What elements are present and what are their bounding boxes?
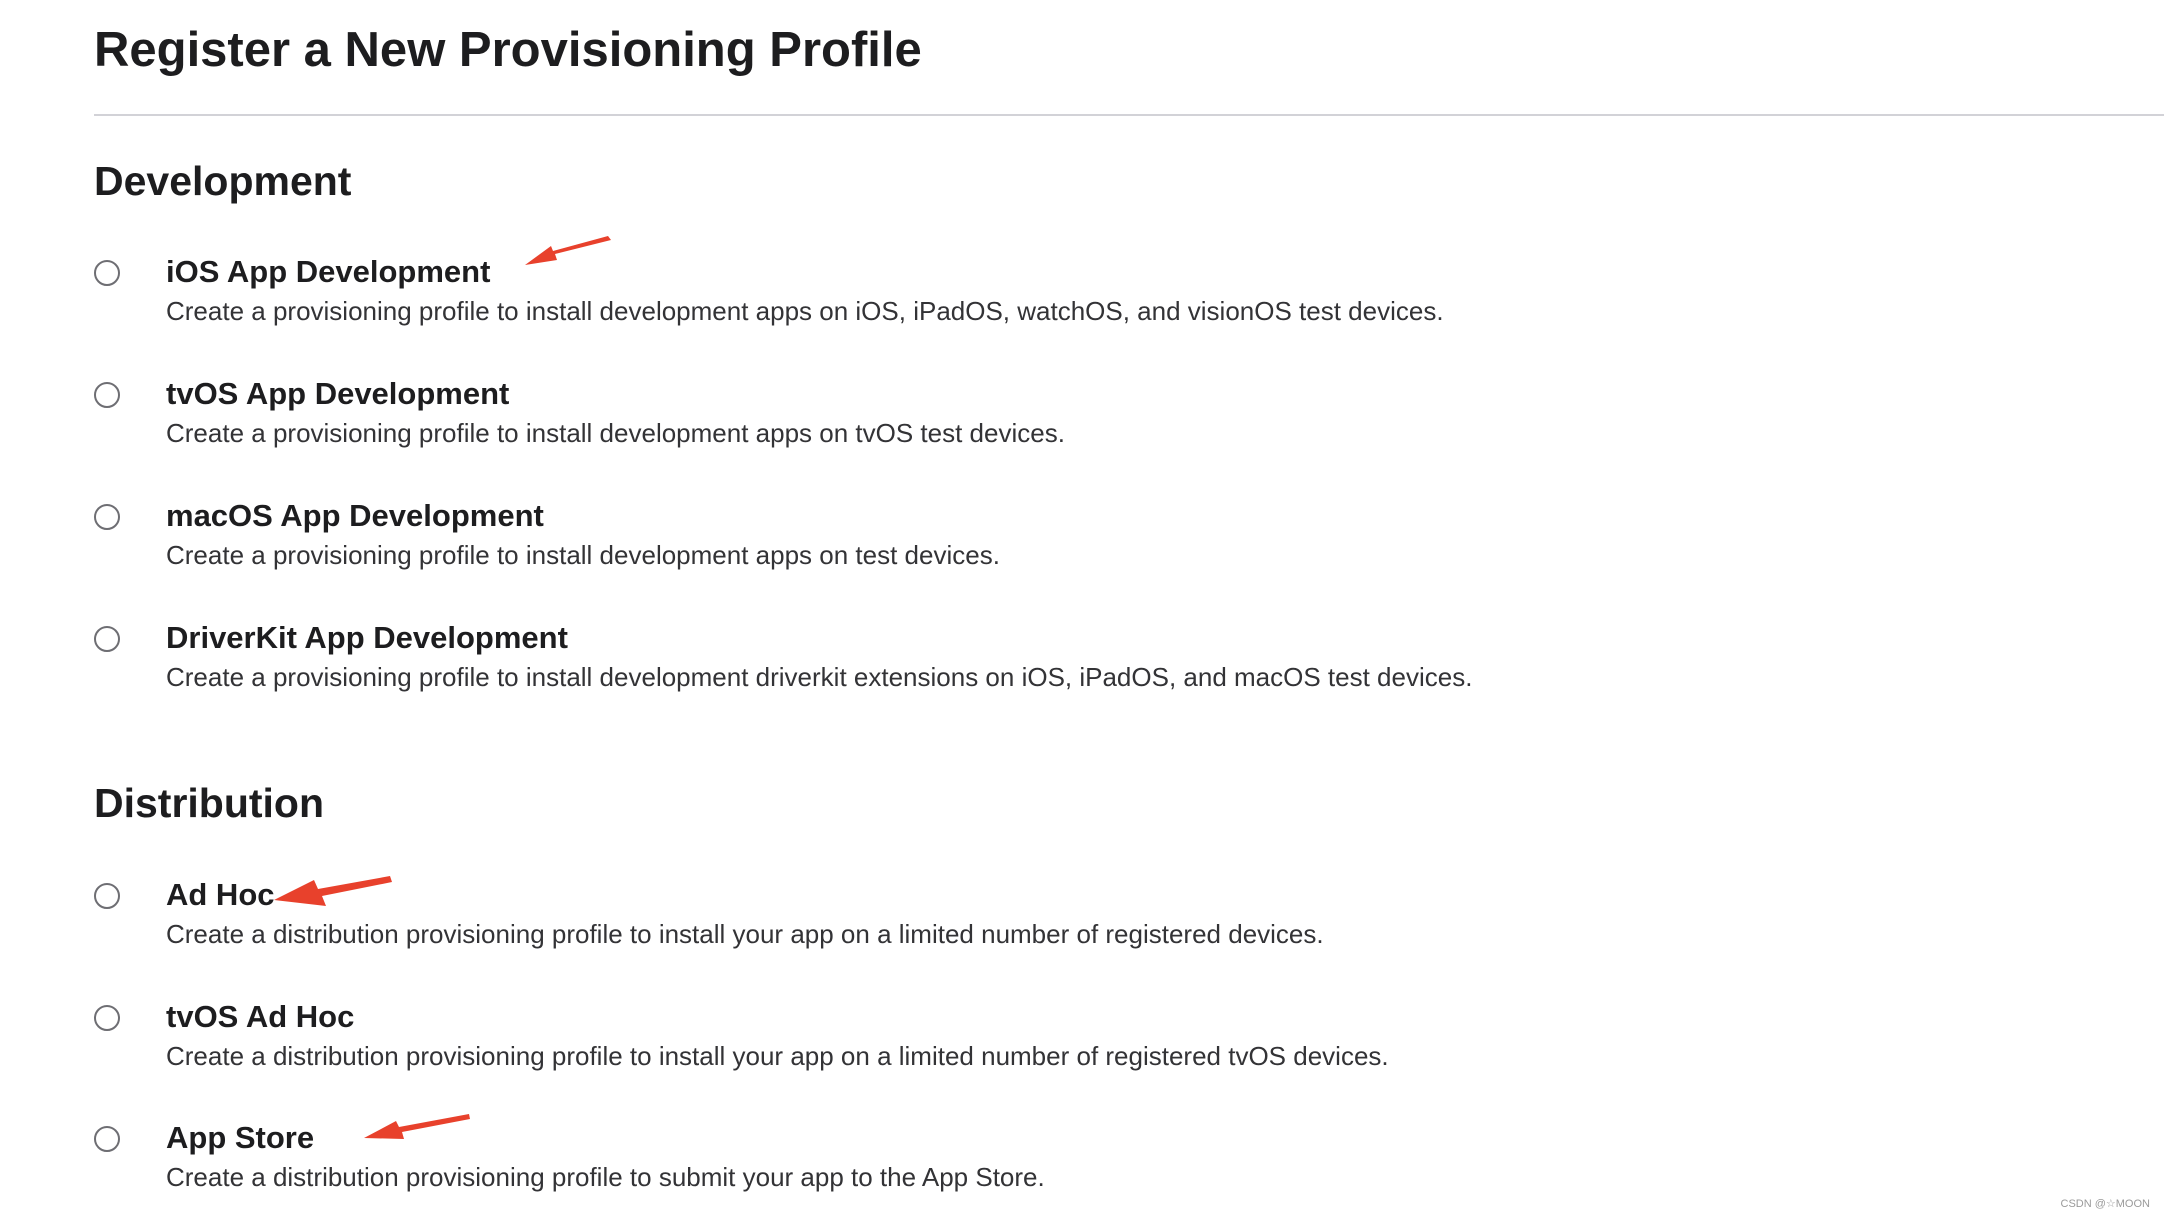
tvos-app-development-radio[interactable]	[94, 382, 120, 408]
annotation-arrow-icon	[515, 232, 615, 272]
option-title: tvOS App Development	[166, 376, 510, 411]
option-app-store[interactable]	[94, 1118, 1794, 1214]
option-description: Create a provisioning profile to install development apps on test devices.	[166, 540, 1000, 570]
option-title: Ad Hoc	[166, 877, 275, 912]
app-store-radio[interactable]	[94, 1126, 120, 1152]
option-description: Create a distribution provisioning profile to install your app on a limited number of registered devices.	[166, 919, 1324, 949]
annotation-arrow-icon	[268, 872, 398, 914]
option-description: Create a distribution provisioning profile to submit your app to the App Store.	[166, 1162, 1045, 1192]
option-description: Create a provisioning profile to install development apps on iOS, iPadOS, watchOS, and visionOS test devices.	[166, 296, 1444, 326]
option-description: Create a distribution provisioning profile to install your app on a limited number of registered tvOS devices.	[166, 1041, 1389, 1071]
option-title: tvOS Ad Hoc	[166, 999, 355, 1034]
option-ios-app-development[interactable]	[94, 252, 1794, 352]
option-driverkit-app-development[interactable]	[94, 618, 1794, 718]
distribution-heading: Distribution	[94, 780, 325, 826]
ad-hoc-radio[interactable]	[94, 883, 120, 909]
option-title: DriverKit App Development	[166, 620, 568, 655]
development-heading: Development	[94, 158, 352, 204]
option-tvos-ad-hoc[interactable]	[94, 997, 1794, 1097]
option-description: Create a provisioning profile to install development apps on tvOS test devices.	[166, 418, 1065, 448]
option-macos-app-development[interactable]	[94, 496, 1794, 596]
tvos-ad-hoc-radio[interactable]	[94, 1005, 120, 1031]
title-divider	[94, 114, 2164, 116]
watermark: CSDN @☆MOON	[2060, 1198, 2150, 1210]
option-title: App Store	[166, 1120, 315, 1155]
option-description: Create a provisioning profile to install development driverkit extensions on iOS, iPadOS, and macOS test devices.	[166, 662, 1473, 692]
ios-app-development-radio[interactable]	[94, 260, 120, 286]
option-tvos-app-development[interactable]	[94, 374, 1794, 474]
macos-app-development-radio[interactable]	[94, 504, 120, 530]
option-title: macOS App Development	[166, 498, 544, 533]
page-title: Register a New Provisioning Profile	[94, 23, 922, 77]
driverkit-app-development-radio[interactable]	[94, 626, 120, 652]
annotation-arrow-icon	[360, 1112, 475, 1146]
option-title: iOS App Development	[166, 254, 491, 289]
